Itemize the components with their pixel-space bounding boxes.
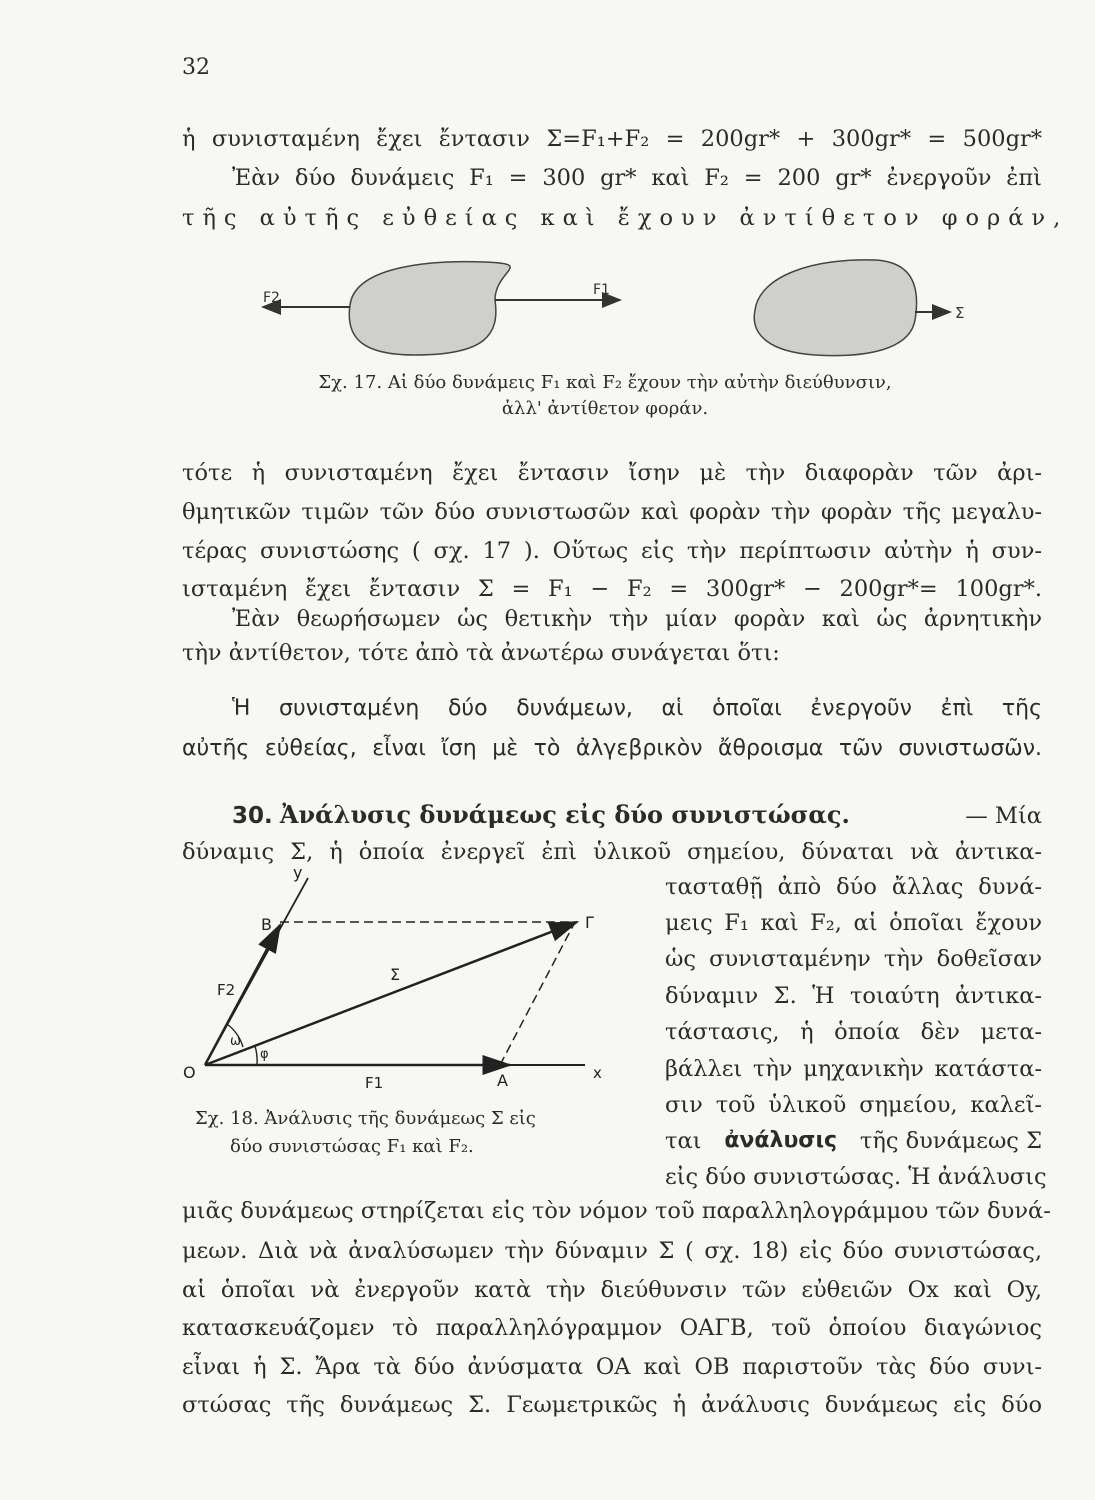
text-line: μιᾶς δυνάμεως στηρίζεται εἰς τὸν νόμον τοῦ παραλληλογράμμου τῶν δυνά- — [182, 1198, 1051, 1224]
text-line: κατασκευάζομεν τὸ παραλληλόγραμμον ΟΑΓΒ, τοῦ ὁποίου διαγώνιος — [182, 1315, 1042, 1341]
text-line: βάλλει τὴν μηχανικὴν κατάστα- — [665, 1056, 1042, 1082]
text-line — [665, 1126, 1042, 1156]
text-line: τάστασις, ἡ ὁποία δὲν μετα- — [665, 1019, 1042, 1045]
text-line: τέρας συνιστώσης ( σχ. 17 ). Οὕτως εἰς τὴν περίπτωσιν αὐτὴν ἡ συν- — [182, 538, 1042, 564]
label-a: A — [497, 1071, 508, 1090]
text-line: εἶναι ἡ Σ. Ἄρα τὰ δύο ἀνύσματα ΟΑ καὶ ΟΒ παριστοῦν τὰς δύο συνι- — [182, 1354, 1042, 1380]
fig18-caption-2: δύο συνιστώσας F₁ καὶ F₂. — [230, 1136, 474, 1157]
text-line: εἰς δύο συνιστώσας. Ἡ ἀνάλυσις — [665, 1164, 1047, 1190]
text-line: δύναμιν Σ. Ἡ τοιαύτη ἀντικα- — [665, 983, 1042, 1009]
text-line: Ἐὰν θεωρήσωμεν ὡς θετικὴν τὴν μίαν φορὰν καὶ ὡς ἀρνητικὴν — [232, 606, 1042, 632]
label-g: Γ — [585, 913, 594, 932]
section-number: 30. — [232, 803, 273, 829]
fig18-caption-1: Σχ. 18. Ἀνάλυσις τῆς δυνάμεως Σ εἰς — [195, 1108, 536, 1129]
text-line: στώσας τῆς δυνάμεως Σ. Γεωμετρικῶς ἡ ἀνάλυσις δυνάμεως εἰς δύο — [182, 1392, 1042, 1418]
text-line: δύναμις Σ, ἡ ὁποία ἐνεργεῖ ἐπὶ ὑλικοῦ σημείου, δύναται νὰ ἀντικα- — [182, 839, 1042, 865]
text-line: θμητικῶν τιμῶν τῶν δύο συνιστωσῶν καὶ φορὰν τὴν φορὰν τῆς μεγαλυ- — [182, 499, 1042, 525]
label-f1: F1 — [365, 1074, 384, 1092]
dashed-ag — [500, 922, 575, 1065]
figure-17 — [255, 250, 975, 370]
body-right — [754, 260, 916, 356]
text-line: ισταμένη ἔχει ἔντασιν Σ = F₁ − F₂ = 300gr* − 200gr*= 100gr*. — [182, 576, 1042, 602]
rule-line: αὐτῆς εὐθείας, εἶναι ἴση μὲ τὸ ἀλγεβρικὸν ἄθροισμα τῶν συνιστωσῶν. — [182, 736, 1042, 761]
label-b: B — [261, 915, 272, 934]
text-line: τῆς αὐτῆς εὐθείας καὶ ἔχουν ἀντίθετον φοράν, — [182, 205, 1069, 231]
section-dash-text: — Μία — [965, 803, 1042, 829]
label-phi: φ — [260, 1047, 269, 1062]
label-sigma: Σ — [955, 304, 965, 322]
section-title: Ἀνάλυσις δυνάμεως εἰς δύο συνιστώσας. — [279, 800, 850, 829]
label-f1: F1 — [593, 282, 610, 298]
body-left — [349, 262, 510, 355]
text-span: ται — [665, 1128, 702, 1154]
label-f2: F2 — [217, 981, 236, 999]
rule-line: Ἡ συνισταμένη δύο δυνάμεων, αἱ ὁποῖαι ἐνεργοῦν ἐπὶ τῆς — [232, 696, 1042, 721]
text-span: τῆς δυνάμεως Σ — [859, 1128, 1042, 1154]
term-analysis: ἀνάλυσις — [724, 1128, 838, 1153]
text-line: ὡς συνισταμένην τὴν δοθεῖσαν — [665, 946, 1042, 972]
arc-phi — [255, 1046, 257, 1065]
label-omega: ω — [230, 1034, 241, 1049]
text-line: ἡ συνισταμένη ἔχει ἔντασιν Σ=F₁+F₂ = 200gr* + 300gr* = 500gr* — [182, 126, 1042, 152]
fig17-caption-2: ἀλλ' ἀντίθετον φοράν. — [501, 398, 709, 419]
text-line: Ἐὰν δύο δυνάμεις F₁ = 300 gr* καὶ F₂ = 200 gr* ἐνεργοῦν ἐπὶ — [232, 165, 1042, 191]
text-line: αἱ ὁποῖαι νὰ ἐνεργοῦν κατὰ τὴν διεύθυνσιν τῶν εὐθειῶν Ox καὶ Oy, — [182, 1277, 1042, 1303]
fig17-caption-1: Σχ. 17. Αἱ δύο δυνάμεις F₁ καὶ F₂ ἔχουν τὴν αὐτὴν διεύθυνσιν, — [318, 372, 892, 393]
text-line: τὴν ἀντίθετον, τότε ἀπὸ τὰ ἀνωτέρω συνάγεται ὅτι: — [182, 640, 780, 666]
label-o: O — [183, 1063, 196, 1082]
text-line: τότε ἡ συνισταμένη ἔχει ἔντασιν ἴσην μὲ τὴν διαφορὰν τῶν ἀρι- — [182, 460, 1042, 486]
label-x: x — [593, 1064, 602, 1082]
figure-18 — [175, 850, 620, 1095]
text-line: σιν τοῦ ὑλικοῦ σημείου, καλεῖ- — [665, 1092, 1042, 1118]
page-number: 32 — [182, 55, 210, 80]
section-heading — [232, 800, 1042, 831]
label-f2: F2 — [263, 290, 280, 306]
text-line: τασταθῇ ἀπὸ δύο ἄλλας δυνά- — [665, 874, 1042, 900]
vector-sigma — [205, 922, 577, 1065]
label-sigma: Σ — [390, 965, 401, 984]
label-y: y — [293, 863, 303, 882]
text-line: μεις F₁ καὶ F₂, αἱ ὁποῖαι ἔχουν — [665, 910, 1042, 936]
text-line: μεων. Διὰ νὰ ἀναλύσωμεν τὴν δύναμιν Σ ( σχ. 18) εἰς δύο συνιστώσας, — [182, 1238, 1042, 1264]
